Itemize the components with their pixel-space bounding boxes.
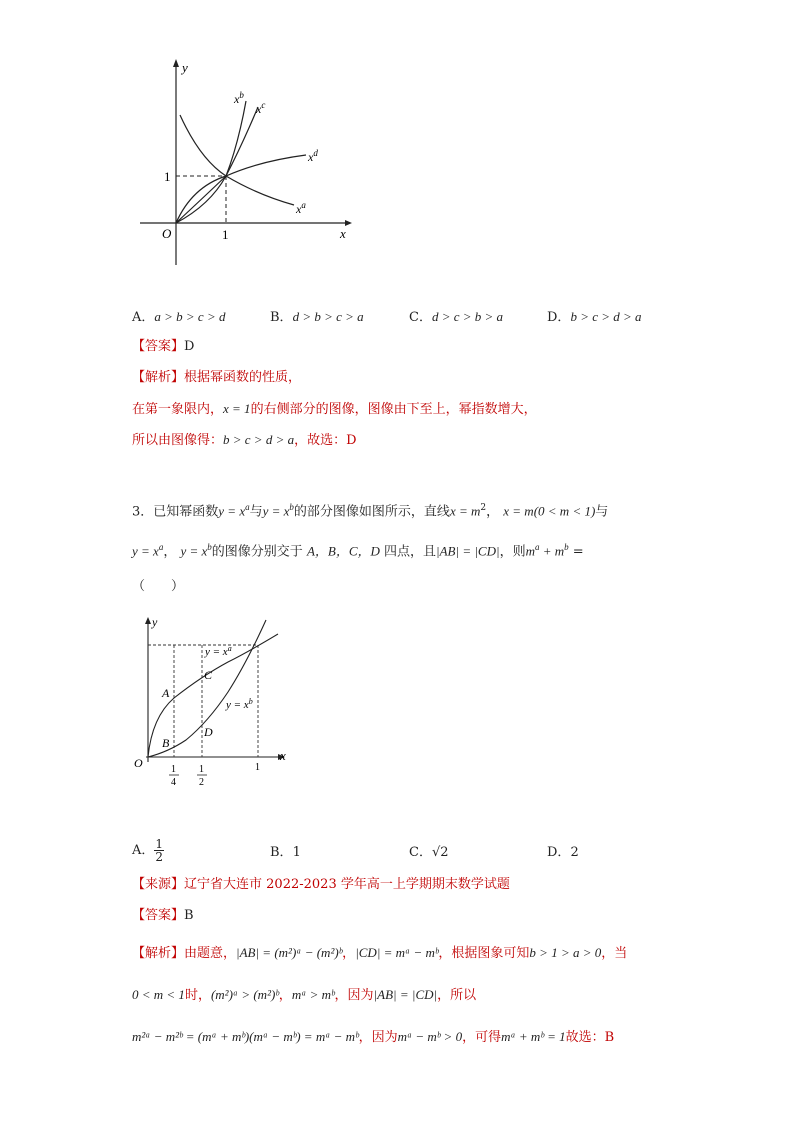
q3-stem-line1: 3．已知幂函数$y = x^a$与$y = x^b$的部分图像如图所示，直线$x = m^2$， x = m(0 < m < 1)与 <box>132 502 609 520</box>
fig1-label-xc: $x^c$ <box>256 100 266 116</box>
curve-x-d <box>176 155 306 223</box>
x-axis-arrow <box>345 220 352 226</box>
fig2-tick-one: 1 <box>255 762 260 773</box>
fig2-y-axis-arrow <box>145 617 151 624</box>
q3-option-a: A． $\frac{1}{2}$ <box>132 837 164 864</box>
fig2-label-ya: $y = x^a$ <box>205 644 232 658</box>
q2-analysis-line2: 在第一象限内，x = 1的右侧部分的图像，图像由下至上，幂指数增大， <box>132 401 537 417</box>
q2-option-c: C．d > c > b > a <box>409 309 504 325</box>
curve-x-c <box>176 107 258 223</box>
q2-analysis-line1: 【解析】根据幂函数的性质， <box>132 370 302 385</box>
power-function-figure-1 <box>130 55 360 275</box>
fig2-x-label: x <box>280 748 286 763</box>
q2-option-b: B．d > b > c > a <box>270 309 364 325</box>
q2-answer: 【答案】D <box>132 339 195 354</box>
fig2-y-label: y <box>152 615 158 629</box>
q3-stem-line2: $y = x^a$， $y = x^b$的图像分别交于 A，B，C，D 四点，且|AB| = |CD|，则$m^a + m^b$ = <box>132 542 584 560</box>
fig1-label-xa: $x^a$ <box>296 200 306 216</box>
fig1-origin: O <box>162 226 172 241</box>
fig1-label-xd: $x^d$ <box>308 148 318 164</box>
fig2-tick-half-num: 1 <box>199 764 204 775</box>
q3-option-b: B．1 <box>270 845 301 860</box>
q3-source: 【来源】辽宁省大连市 2022-2023 学年高一上学期期末数学试题 <box>132 877 510 892</box>
fig1-y-label: y <box>182 60 188 75</box>
q2-option-a: A．a > b > c > d <box>132 309 226 325</box>
fig2-origin: O <box>134 756 143 770</box>
fig1-x-label: x <box>340 226 346 241</box>
fig2-point-A: A <box>162 686 170 700</box>
q2-analysis-line3: 所以由图像得：b > c > d > a，故选：D <box>132 432 357 448</box>
fig1-label-xb: $x^b$ <box>234 90 244 106</box>
q2-option-d: D．b > c > d > a <box>547 309 642 325</box>
fig2-label-yb: $y = x^b$ <box>226 697 253 711</box>
fig2-point-C: C <box>204 668 213 682</box>
fig1-tick-x-1: 1 <box>222 227 229 242</box>
fig1-tick-y-1: 1 <box>164 169 171 184</box>
fig2-tick-quarter-den: 4 <box>171 777 176 788</box>
q3-option-c: C．√2 <box>409 845 449 860</box>
q3-analysis-line2: 0 < m < 1时，(m²)ᵃ > (m²)ᵇ，mᵃ > mᵇ，因为|AB| = |CD|，所以 <box>132 987 477 1003</box>
q3-analysis-line3: m²ᵃ − m²ᵇ = (mᵃ + mᵇ)(mᵃ − mᵇ) = mᵃ − mᵇ，因为mᵃ − mᵇ > 0，可得mᵃ + mᵇ = 1故选：B <box>132 1029 615 1045</box>
power-function-figure-2 <box>128 612 298 792</box>
fig2-tick-quarter-num: 1 <box>171 764 176 775</box>
q3-paren: （ ） <box>132 579 185 594</box>
fig2-point-B: B <box>162 736 170 750</box>
q3-answer: 【答案】B <box>132 908 194 923</box>
fig2-point-D: D <box>204 725 213 739</box>
q3-option-d: D．2 <box>547 845 579 860</box>
y-axis-arrow <box>173 59 179 67</box>
fig2-tick-half-den: 2 <box>199 777 204 788</box>
q3-analysis-line1: 【解析】由题意，|AB| = (m²)ᵃ − (m²)ᵇ，|CD| = mᵃ − mᵇ，根据图象可知b > 1 > a > 0，当 <box>132 945 628 961</box>
